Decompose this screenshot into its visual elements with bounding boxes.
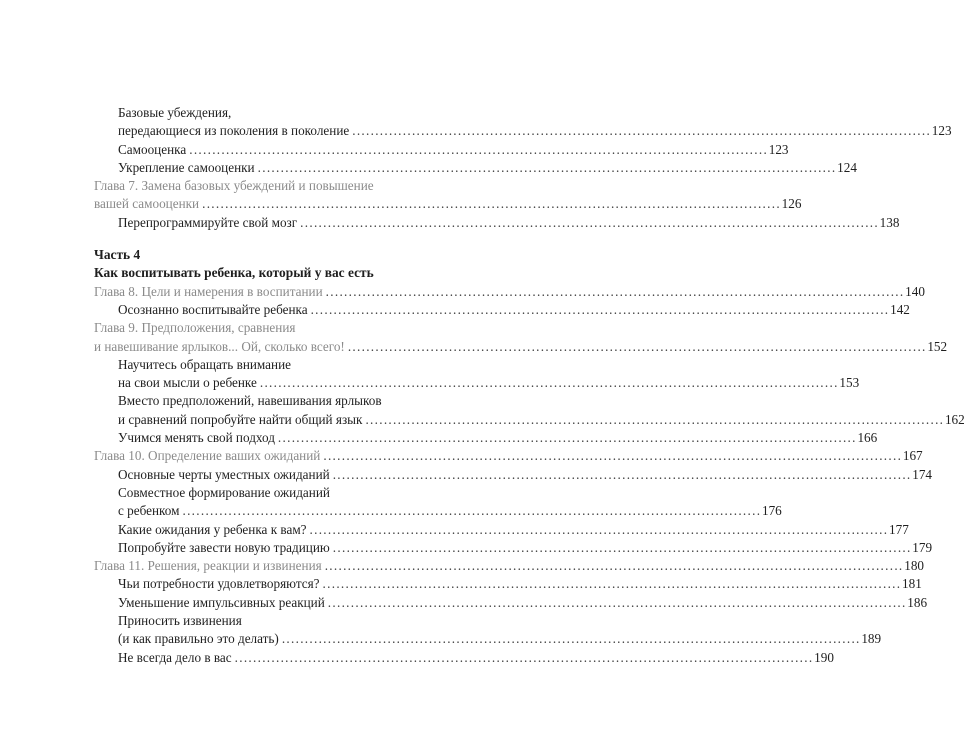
part-label: Часть 4	[94, 247, 141, 263]
toc-entry-text: Осознанно воспитывайте ребенка	[118, 301, 308, 317]
toc-entry-text: Перепрограммируйте свой мозг	[118, 214, 298, 230]
toc-section-line	[94, 594, 928, 612]
toc-section-line	[94, 630, 882, 648]
toc-entry-text: Уменьшение импульсивных реакций	[118, 594, 325, 610]
toc-chapter-line	[94, 195, 802, 213]
toc-section-line	[94, 374, 860, 392]
dot-leader	[333, 466, 910, 484]
toc-section-line	[94, 502, 782, 520]
page-number: 123	[768, 141, 789, 157]
dot-leader	[323, 575, 900, 593]
toc-entry-text: Укрепление самооценки	[118, 159, 255, 175]
page-number: 180	[904, 558, 924, 574]
toc-section-line	[94, 122, 952, 140]
dot-leader	[260, 374, 837, 392]
toc-entry-text: Глава 7. Замена базовых убеждений и повышение	[94, 178, 374, 194]
dot-leader	[189, 141, 766, 159]
dot-leader	[365, 411, 942, 429]
toc-section-line	[94, 411, 965, 429]
toc-entry-text: Научитесь обращать внимание	[118, 356, 292, 372]
dot-leader	[235, 649, 812, 667]
page-number: 179	[912, 539, 933, 555]
dot-leader	[326, 283, 903, 301]
toc-section-line	[94, 214, 900, 232]
dot-leader	[323, 447, 900, 465]
dot-leader	[311, 301, 888, 319]
toc-chapter-line	[94, 283, 925, 301]
dot-leader	[348, 338, 925, 356]
toc-entry-text: Основные черты уместных ожиданий	[118, 466, 330, 482]
toc-section-line	[94, 484, 464, 502]
page-number: 174	[912, 466, 932, 482]
toc-entry-text: Попробуйте завести новую традицию	[118, 539, 330, 555]
toc-entry-text: Учимся менять свой подход	[118, 430, 275, 446]
toc-entry-text: вашей самооценки	[94, 196, 200, 212]
toc-section-line	[94, 612, 464, 630]
toc-section-line	[94, 466, 932, 484]
toc-chapter-line	[94, 338, 948, 356]
toc-section-line	[94, 141, 789, 159]
dot-leader	[278, 429, 855, 447]
toc-chapter-line	[94, 319, 464, 337]
toc-section-line	[94, 521, 909, 539]
dot-leader	[182, 502, 759, 520]
page-number: 181	[902, 576, 922, 592]
toc-section-line	[94, 104, 464, 122]
page-number: 189	[861, 631, 882, 647]
page-number: 190	[814, 649, 834, 665]
toc-entry-text: Базовые убеждения,	[118, 105, 232, 120]
toc-section-line	[94, 575, 922, 593]
dot-leader	[325, 557, 902, 575]
page-number: 166	[857, 430, 878, 446]
page-number: 162	[944, 411, 965, 427]
toc-section-line	[94, 159, 857, 177]
page-number: 186	[907, 594, 928, 610]
toc-entry-text: Глава 11. Решения, реакции и извинения	[94, 558, 322, 574]
toc-entry-text: Глава 10. Определение ваших ожиданий	[94, 448, 321, 464]
toc-block-part4	[94, 283, 965, 667]
page-number: 153	[839, 375, 860, 391]
toc-entry-text: и навешивание ярлыков... Ой, сколько всего!	[94, 338, 345, 354]
toc-entry-text: Чьи потребности удовлетворяются?	[118, 576, 320, 592]
toc-section-line	[94, 356, 464, 374]
toc-entry-text: Приносить извинения	[118, 613, 242, 629]
toc-chapter-line	[94, 557, 924, 575]
dot-leader	[328, 594, 905, 612]
toc-entry-text: (и как правильно это делать)	[118, 631, 279, 647]
toc-entry-text: Совместное формирование ожиданий	[118, 484, 330, 500]
part-title: Как воспитывать ребенка, который у вас есть	[94, 265, 374, 281]
table-of-contents	[94, 104, 965, 667]
page-number: 138	[879, 214, 900, 230]
toc-entry-text: и сравнений попробуйте найти общий язык	[118, 411, 363, 427]
toc-entry-text: Какие ожидания у ребенка к вам?	[118, 521, 307, 537]
dot-leader	[310, 521, 887, 539]
toc-block-part3-end	[94, 104, 952, 232]
page-number: 176	[761, 503, 782, 519]
toc-section-line	[94, 539, 933, 557]
toc-entry-text: передающиеся из поколения в поколение	[118, 123, 350, 139]
page-number: 123	[931, 123, 952, 139]
toc-entry-text: Глава 8. Цели и намерения в воспитании	[94, 283, 323, 299]
toc-section-line	[94, 649, 834, 667]
page-number: 140	[905, 283, 925, 299]
toc-section-line	[94, 429, 878, 447]
toc-entry-text: Вместо предположений, навешивания ярлыков	[118, 393, 382, 409]
dot-leader	[352, 122, 929, 140]
toc-entry-text: Глава 9. Предположения, сравнения	[94, 320, 296, 336]
page-number: 142	[890, 301, 910, 317]
toc-section-line	[94, 301, 910, 319]
toc-chapter-line	[94, 177, 464, 195]
dot-leader	[258, 159, 835, 177]
toc-entry-text: с ребенком	[118, 503, 180, 519]
page-number: 177	[889, 521, 909, 537]
dot-leader	[282, 630, 859, 648]
dot-leader	[300, 214, 877, 232]
toc-entry-text: на свои мысли о ребенке	[118, 375, 257, 391]
toc-chapter-line	[94, 447, 923, 465]
page-number: 167	[902, 448, 923, 464]
dot-leader	[333, 539, 910, 557]
dot-leader	[202, 195, 779, 213]
page-number: 126	[781, 196, 802, 212]
toc-entry-text: Самооценка	[118, 141, 187, 157]
toc-section-line	[94, 392, 464, 410]
spacer	[94, 232, 464, 246]
toc-entry-text: Не всегда дело в вас	[118, 649, 232, 665]
page-number: 152	[927, 338, 948, 354]
page-number: 124	[837, 159, 857, 175]
